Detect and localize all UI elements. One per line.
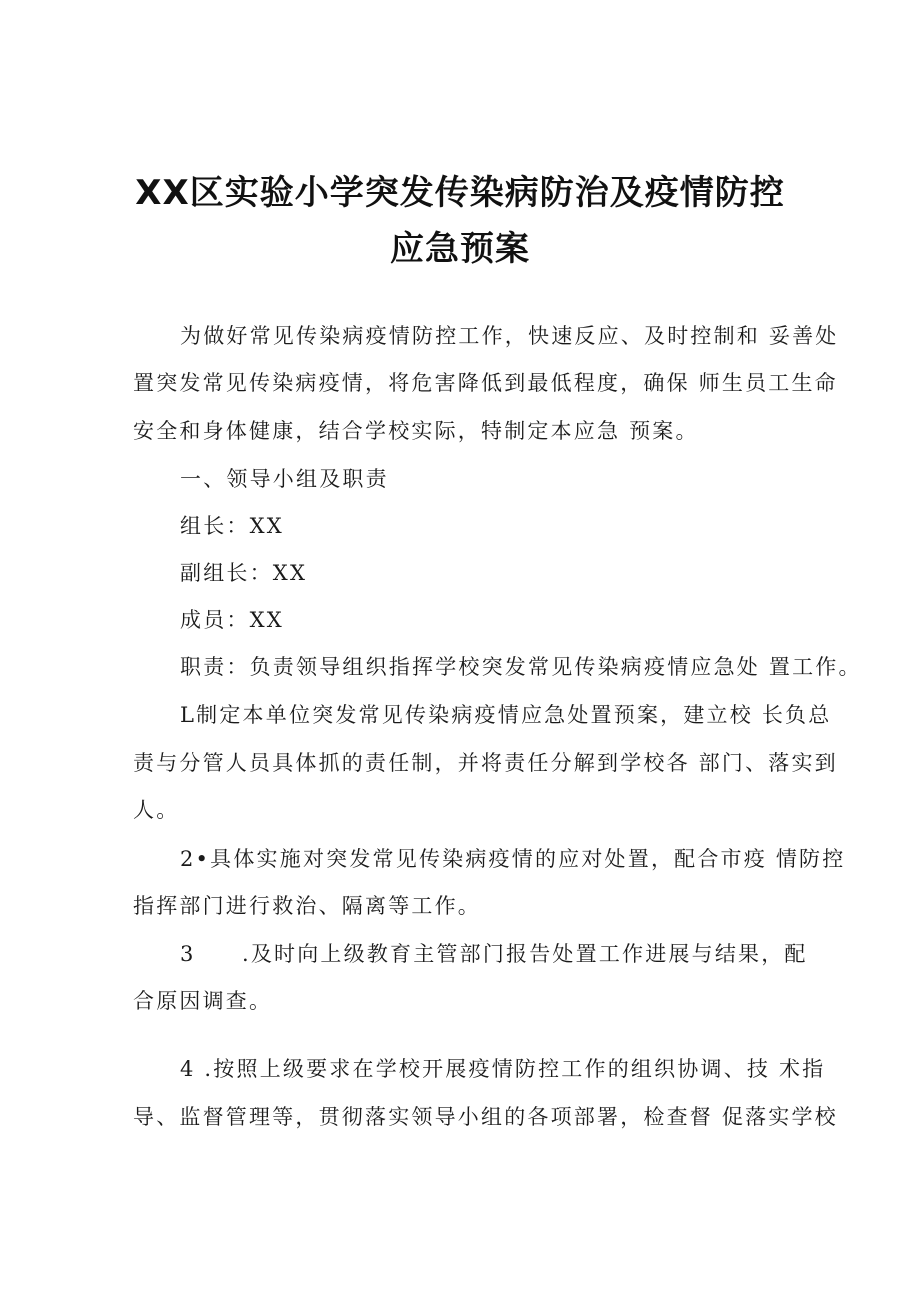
section-heading-leadership: 一、领导小组及职责 xyxy=(180,467,389,491)
item-3-line-1: 3 .及时向上级教育主管部门报告处置工作进展与结果，配 xyxy=(180,942,808,966)
document-title-line-2: 应急预案 xyxy=(390,229,530,269)
item-1-line-3: 人。 xyxy=(133,798,180,822)
document-title-line-1: XX区实验小学突发传染病防治及疫情防控 xyxy=(135,173,785,213)
members-line: 成员：XX xyxy=(180,608,284,632)
deputy-leader-line: 副组长：XX xyxy=(180,561,308,585)
item-3-line-2: 合原因调查。 xyxy=(133,989,273,1013)
item-4-line-1: 4 .按照上级要求在学校开展疫情防控工作的组织协调、技 术指 xyxy=(180,1057,826,1081)
paragraph-intro-line-3: 安全和身体健康，结合学校实际，特制定本应急 预案。 xyxy=(133,419,699,443)
paragraph-intro-line-2: 置突发常见传染病疫情，将危害降低到最低程度，确保 师生员工生命 xyxy=(133,371,838,395)
item-2-line-2: 指挥部门进行救治、隔离等工作。 xyxy=(133,894,481,918)
item-4-line-2: 导、监督管理等，贯彻落实领导小组的各项部署，检查督 促落实学校 xyxy=(133,1105,838,1129)
item-1-line-1: L制定本单位突发常见传染病疫情应急处置预案，建立校 长负总 xyxy=(180,703,832,727)
item-2-line-1: 2•具体实施对突发常见传染病疫情的应对处置，配合市疫 情防控 xyxy=(180,847,846,871)
duties-line: 职责：负责领导组织指挥学校突发常见传染病疫情应急处 置工作。 xyxy=(180,655,862,679)
item-1-line-2: 责与分管人员具体抓的责任制，并将责任分解到学校各 部门、落实到 xyxy=(133,751,838,775)
paragraph-intro-line-1: 为做好常见传染病疫情防控工作，快速反应、及时控制和 妥善处 xyxy=(180,324,839,348)
leader-line: 组长：XX xyxy=(180,514,284,538)
